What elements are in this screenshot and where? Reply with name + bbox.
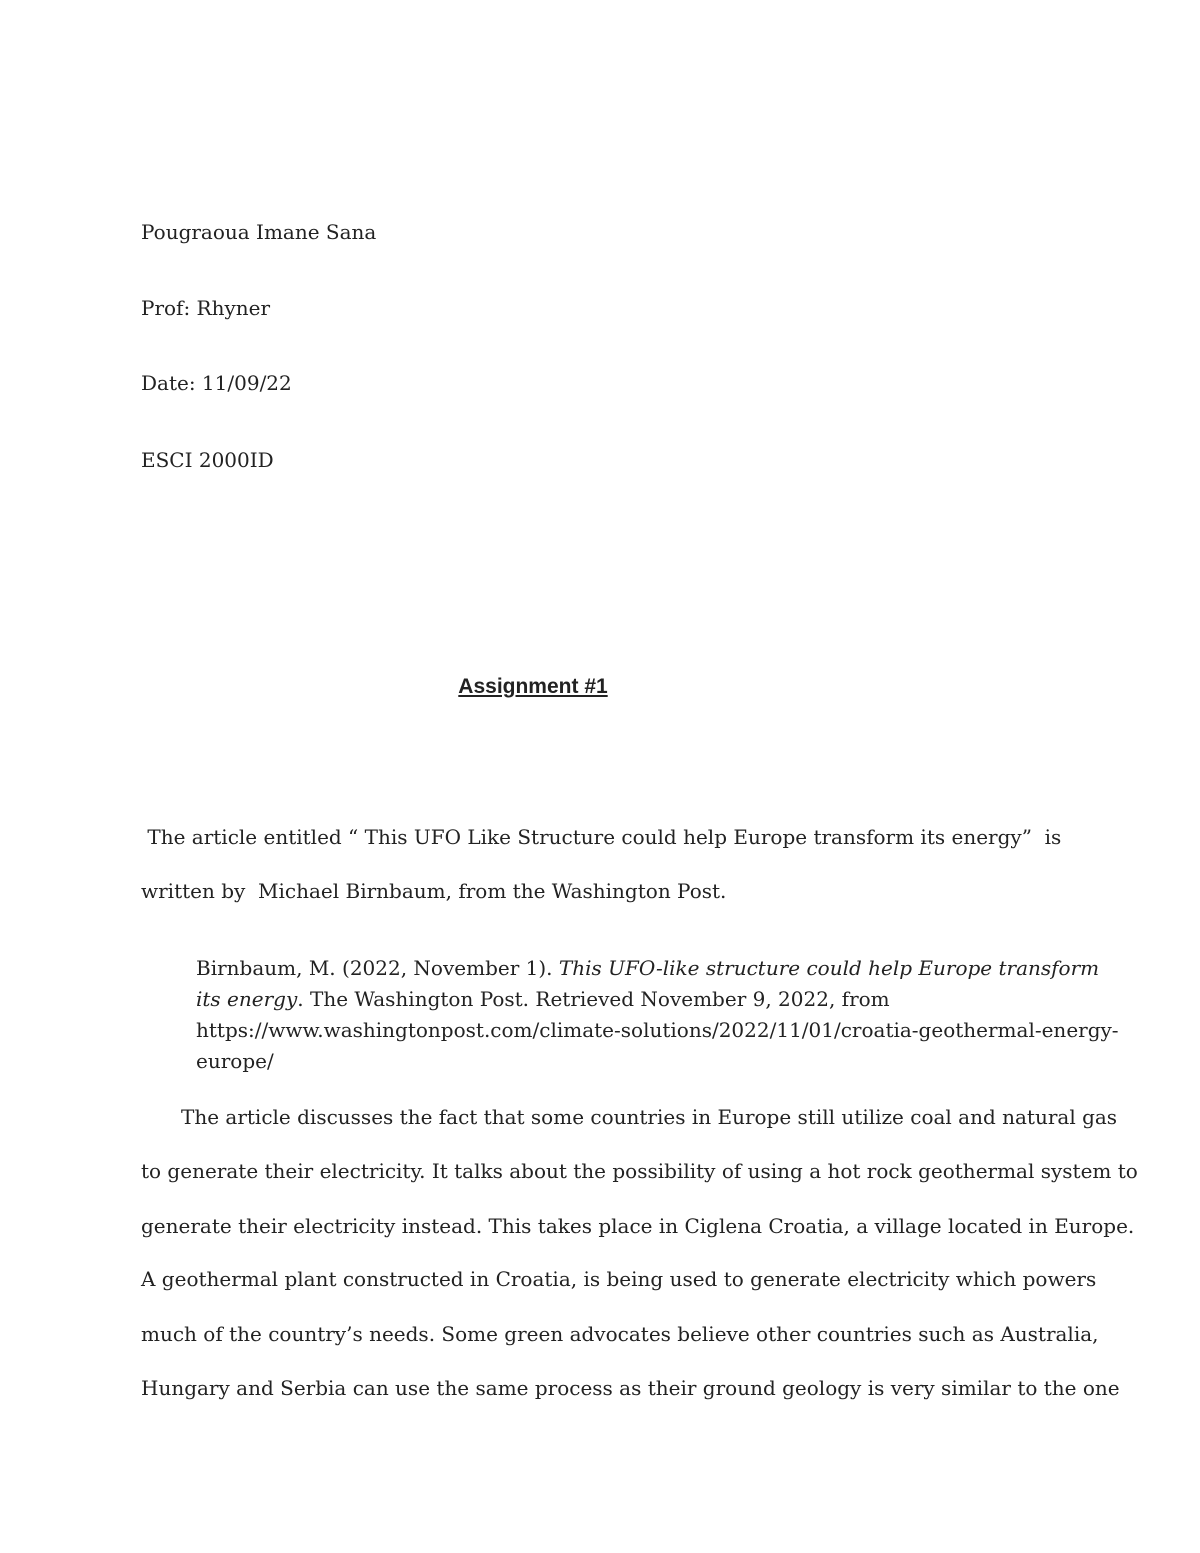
intro-line-2: written by Michael Birnbaum, from the Washington Post. [141, 879, 727, 903]
student-name: Pougraoua Imane Sana [141, 220, 377, 244]
body-line: generate their electricity instead. This takes place in Ciglena Croatia, a village located in Europe. [141, 1214, 1135, 1238]
date-line: Date: 11/09/22 [141, 371, 292, 395]
reference-title-part1: This UFO-like structure could help Europe transform [558, 956, 1100, 980]
assignment-title: Assignment #1 [458, 675, 608, 698]
reference-citation [196, 953, 1119, 1077]
reference-line-1 [196, 953, 1100, 984]
body-line: to generate their electricity. It talks about the possibility of using a hot rock geothermal system to [141, 1159, 1138, 1183]
reference-line-2 [196, 984, 1066, 1015]
reference-publisher: . The Washington Post. Retrieved November 9, 2022, from [297, 987, 890, 1011]
body-line: The article discusses the fact that some countries in Europe still utilize coal and natural gas [181, 1105, 1118, 1129]
body-line: Hungary and Serbia can use the same process as their ground geology is very similar to the one [141, 1376, 1120, 1400]
professor-line: Prof: Rhyner [141, 296, 271, 320]
reference-author-date: Birnbaum, M. (2022, November 1). [196, 956, 559, 980]
body-line: much of the country’s needs. Some green advocates believe other countries such as Australia, [141, 1322, 1099, 1346]
course-line: ESCI 2000ID [141, 448, 274, 472]
reference-url-line-1: https://www.washingtonpost.com/climate-solutions/2022/11/01/croatia-geothermal-energy- [196, 1018, 1119, 1042]
intro-line-1: The article entitled “ This UFO Like Structure could help Europe transform its energy” is [141, 825, 1062, 849]
reference-title-part2: its energy [196, 987, 298, 1011]
body-line: A geothermal plant constructed in Croatia, is being used to generate electricity which powers [141, 1267, 1097, 1291]
reference-url-line-2: europe/ [196, 1049, 274, 1073]
